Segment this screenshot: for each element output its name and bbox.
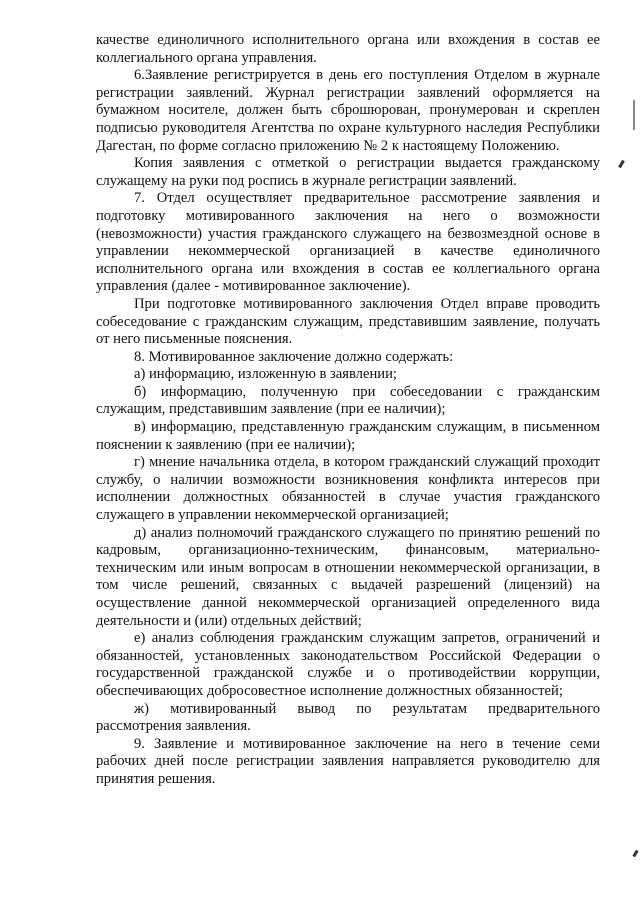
subitem-g: г) мнение начальника отдела, в котором гражданский служащий проходит службу, о наличии возможности возникновения конфликта интересов при исполнении должностных обязанностей в случае участия гражданского служащего в управлении некоммерческой организацией; bbox=[96, 454, 600, 524]
paragraph-copy-issue: Копия заявления с отметкой о регистрации выдается гражданскому служащему на руки под роспись в журнале регистрации заявлений. bbox=[96, 155, 600, 189]
subitem-d: д) анализ полномочий гражданского служащего по принятию решений по кадровым, организационно-техническим, финансовым, материально-техническим или иным вопросам в отношении некоммерческой организации, в том числе решений, связанных с выдачей разрешений (лицензий) на осуществление данной некоммерческой организацией определенного вида деятельности и (или) отдельных действий; bbox=[96, 524, 600, 629]
subitem-a: а) информацию, изложенную в заявлении; bbox=[134, 366, 397, 383]
scan-mark bbox=[633, 100, 635, 130]
document-page bbox=[96, 32, 600, 789]
scan-mark bbox=[632, 850, 638, 858]
subitem-zh: ж) мотивированный вывод по результатам предварительного рассмотрения заявления. bbox=[96, 700, 600, 735]
paragraph-item-6: 6.Заявление регистрируется в день его поступления Отделом в журнале регистрации заявлений. Журнал регистрации заявлений оформляется на бумажном носителе, должен быть сброшюрован, пронумерован и скреплен подписью руководителя Агентства по охране культурного наследия Республики Дагестан, по форме согласно приложению № 2 к настоящему Положению. bbox=[96, 67, 600, 154]
paragraph-interview: При подготовке мотивированного заключения Отдел вправе проводить собеседование с гражданским служащим, представившим заявление, получать от него письменные пояснения. bbox=[96, 295, 600, 348]
paragraph-continuation: качестве единоличного исполнительного органа или вхождения в состав ее коллегиального органа управления. bbox=[96, 32, 600, 66]
scan-mark bbox=[618, 160, 625, 168]
subitem-v: в) информацию, представленную гражданским служащим, в письменном пояснении к заявлению (при ее наличии); bbox=[96, 419, 600, 453]
paragraph-item-8: 8. Мотивированное заключение должно содержать: bbox=[134, 348, 454, 365]
subitem-e: е) анализ соблюдения гражданским служащим запретов, ограничений и обязанностей, установленных законодательством Российской Федерации о государственной гражданской службе и о противодействии коррупции, обеспечивающих добросовестное исполнение должностных обязанностей; bbox=[96, 630, 600, 699]
paragraph-item-7: 7. Отдел осуществляет предварительное рассмотрение заявления и подготовку мотивированного заключения на него о возможности (невозможности) участия гражданского служащего на безвозмездной основе в управлении некоммерческой организацией в качестве единоличного исполнительного органа или вхождения в состав ее коллегиального органа управления (далее - мотивированное заключение). bbox=[96, 190, 600, 295]
subitem-b: б) информацию, полученную при собеседовании с гражданским служащим, представившим заявление (при ее наличии); bbox=[96, 383, 600, 418]
paragraph-item-9: 9. Заявление и мотивированное заключение на него в течение семи рабочих дней после регистрации заявления направляется руководителю для принятия решения. bbox=[96, 735, 600, 787]
